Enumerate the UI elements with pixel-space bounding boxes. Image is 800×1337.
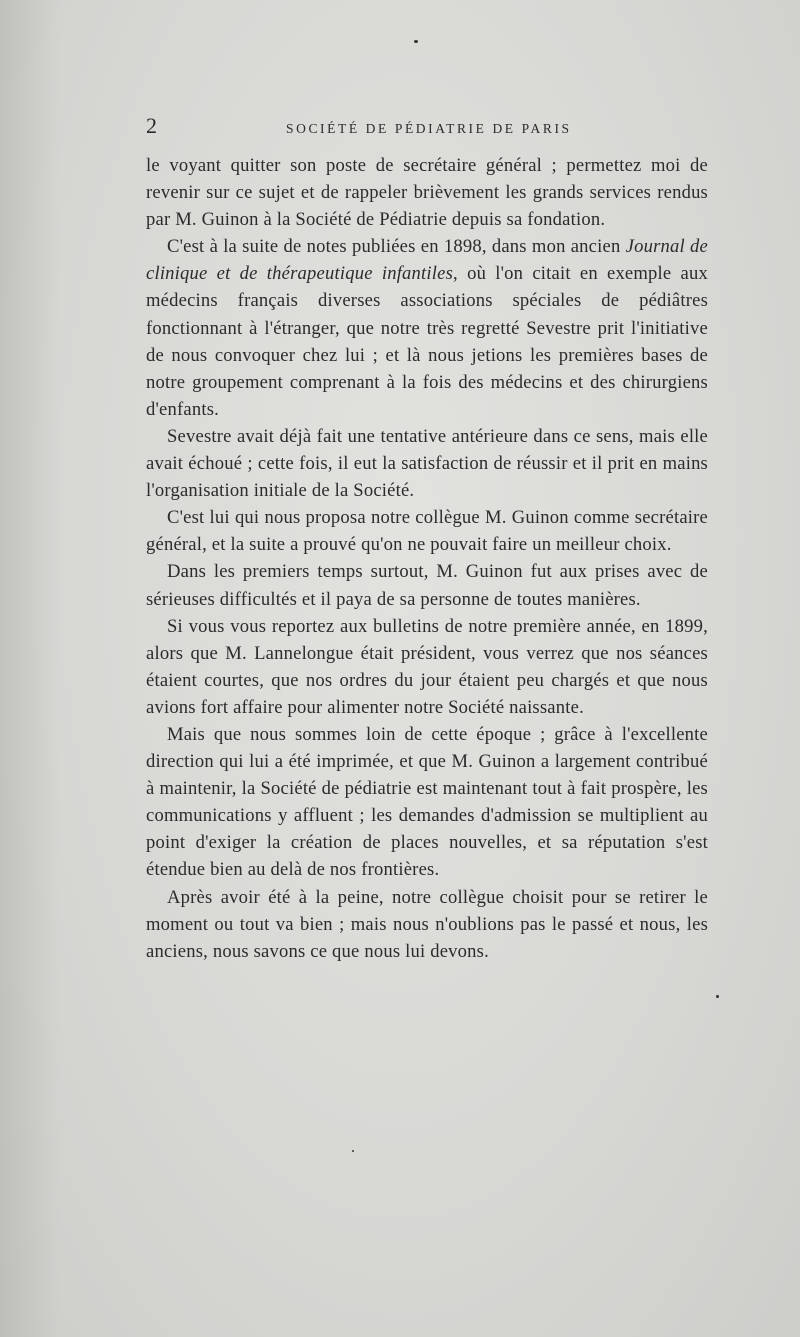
paragraph-8: Après avoir été à la peine, notre collègue choisit pour se retirer le moment ou tout va bien ; mais nous n'oublions pas le passé et nous, les anciens, nous savons ce que nous lui devons. [146,886,708,962]
ink-speck [414,40,418,43]
paragraph-6: Si vous vous reportez aux bulletins de notre première année, en 1899, alors que M. Lannelongue était président, vous verrez que nos séances étaient courtes, que nos ordres du jour étaient peu chargés et que nous avions fort affaire pour alimenter notre Société naissante. [146,615,708,718]
paragraph-3: Sevestre avait déjà fait une tentative antérieure dans ce sens, mais elle avait échoué ; cette fois, il eut la satisfaction de réussir et il prit en mains l'organisation initiale de la Société. [146,425,708,502]
paragraph-5: Dans les premiers temps surtout, M. Guinon fut aux prises avec de sérieuses difficultés et il paya de sa personne de toutes manières. [146,561,708,610]
running-head: SOCIÉTÉ DE PÉDIATRIE DE PARIS [286,121,572,136]
paragraph-1: le voyant quitter son poste de secrétaire général ; permettez moi de revenir sur ce sujet et de rappeler brièvement les grands services rendus par M. Guinon à la Société de Pédiatrie depuis sa fondation. [146,155,708,231]
ink-speck [716,995,719,998]
paragraph-7: Mais que nous sommes loin de cette époque ; grâce à l'excellente direction qui lui a été imprimée, et que M. Guinon a largement contribué à maintenir, la Société de pédiatrie est maintenant tout à fait prospère, les communications y affluent ; les demandes d'admission se multiplient au point d'exiger la création de places nouvelles, et sa réputation s'est étendue bien au delà de nos frontières. [146,723,708,881]
paragraph-4: C'est lui qui nous proposa notre collègue M. Guinon comme secrétaire général, et la suite a prouvé qu'on ne pouvait faire un meilleur choix. [146,507,708,556]
page-header [146,115,706,141]
paragraph-2-before: C'est à la suite de notes publiées en 1898, dans mon ancien [167,236,626,258]
body-text [146,152,708,965]
ink-speck [352,1150,354,1152]
paragraph-2 [146,233,708,423]
page-number: 2 [146,113,157,138]
journal-title: Journal de clinique et de thérapeutique infantiles [146,236,708,285]
page-edge-shadow [0,0,60,1337]
paragraph-2-after: , où l'on citait en exemple aux médecins français diverses associations spéciales de pédiâtres fonctionnant à l'étranger, que notre très regretté Sevestre prit l'initiative de nous convoquer chez lui ; et là nous jetions les premières bases de notre groupement comprenant à la fois des médecins et des chirurgiens d'enfants. [146,263,708,420]
